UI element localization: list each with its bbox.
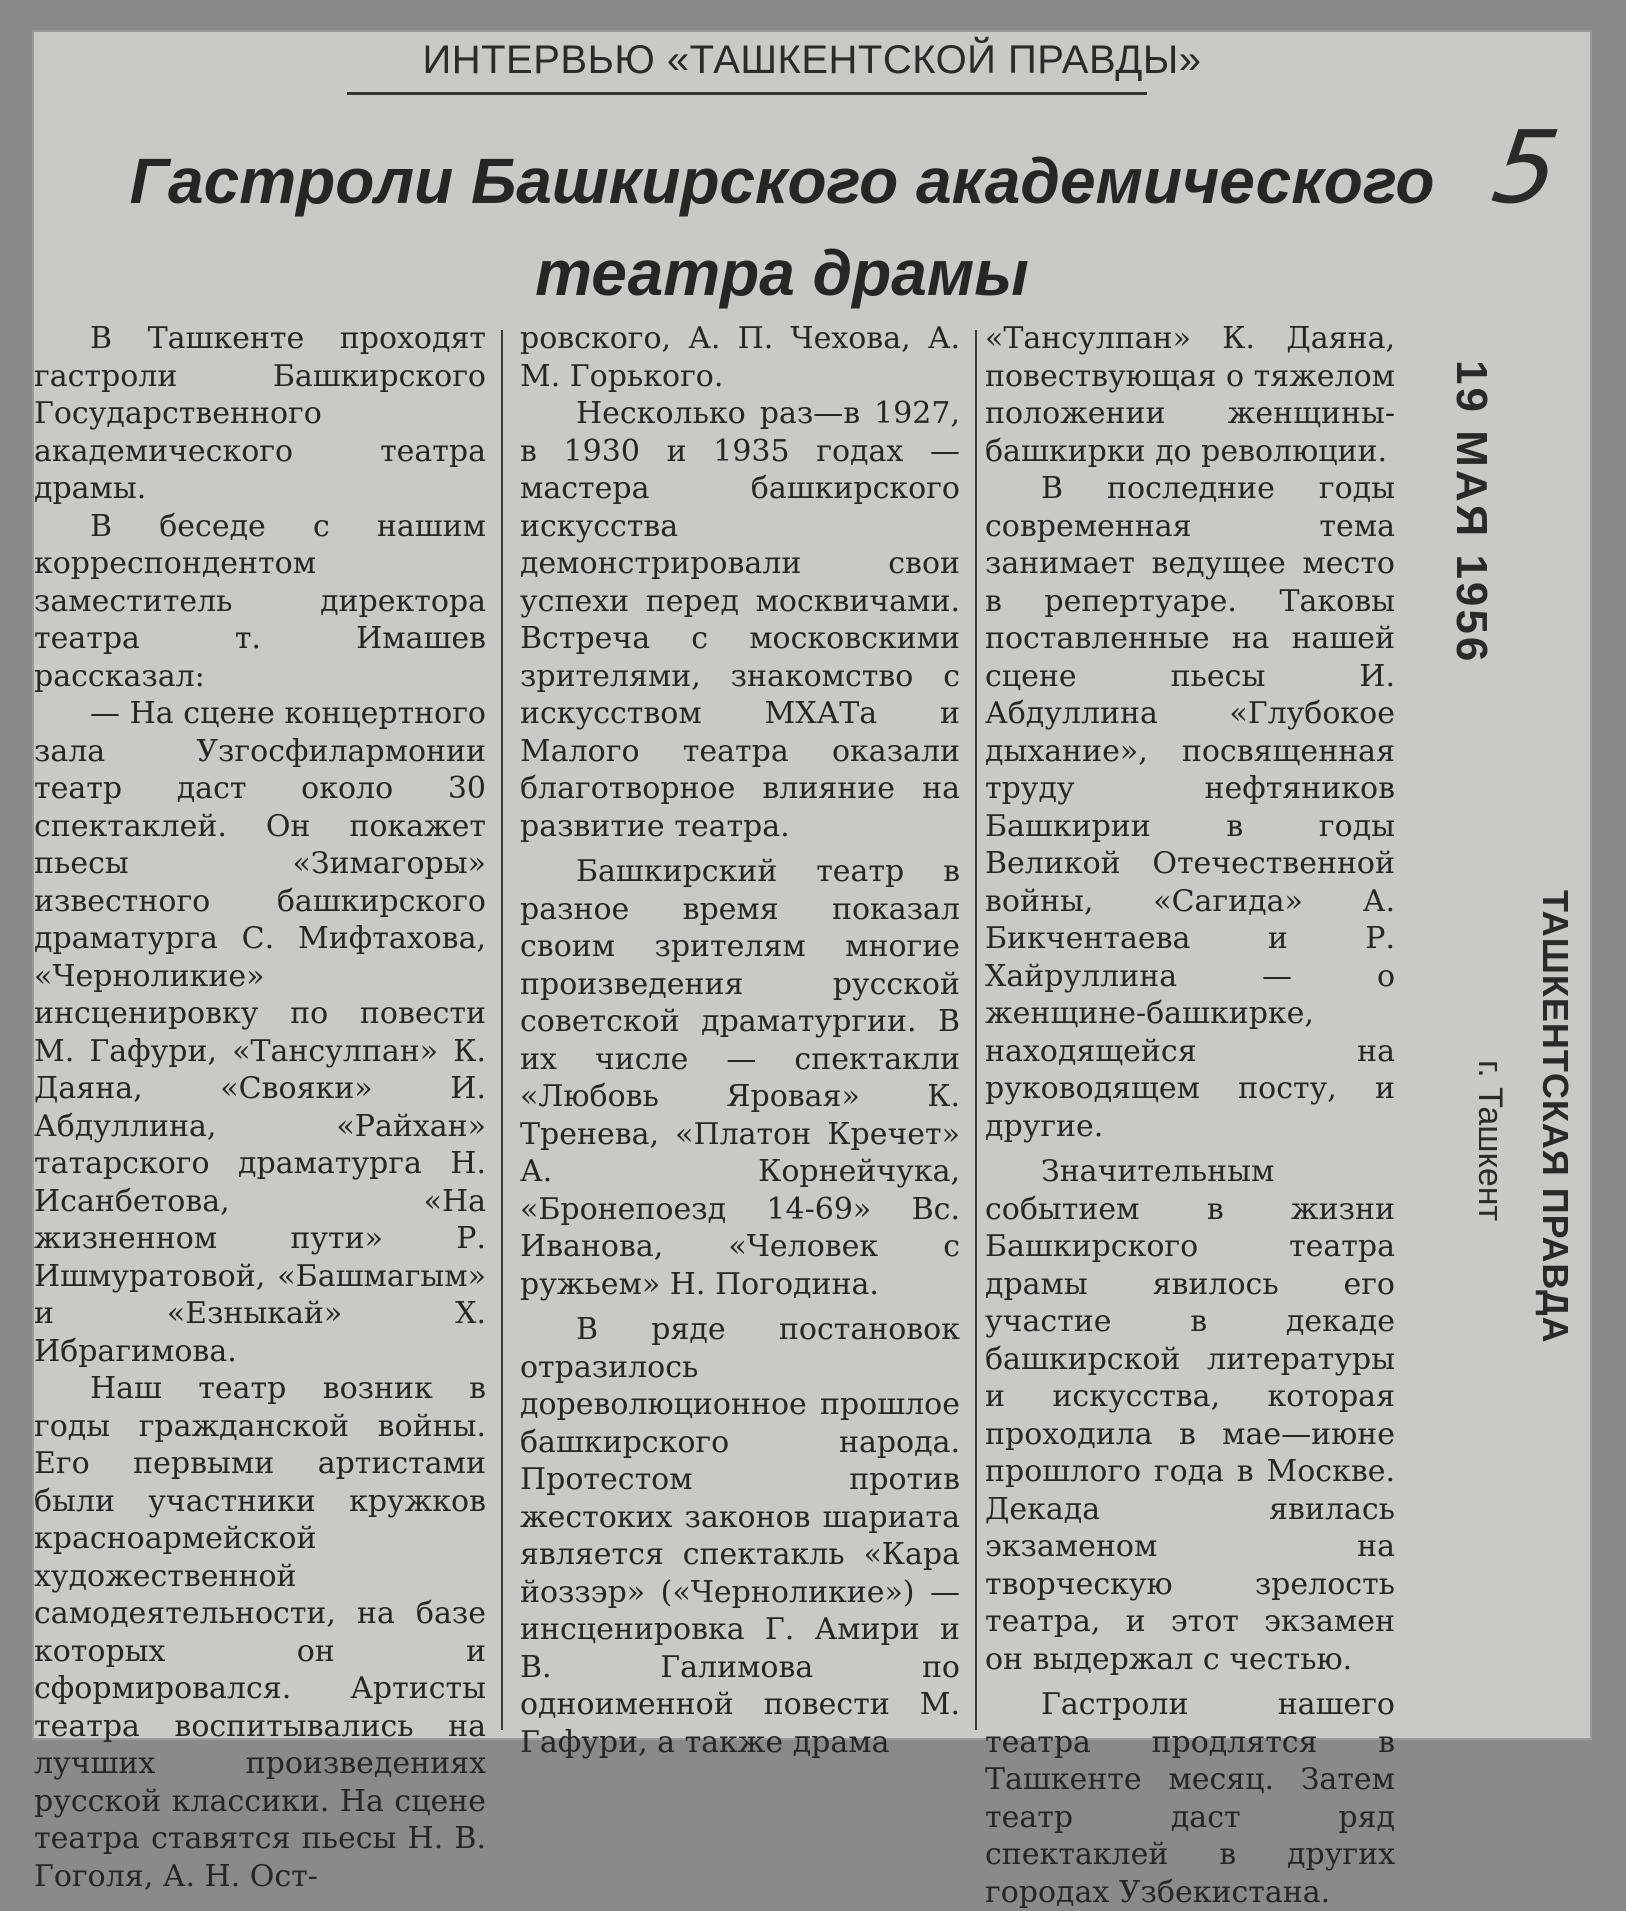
newspaper-clipping <box>32 30 1592 1910</box>
paragraph: В ряде постановок отразилось дореволюционное прошлое башкирского народа. Протестом против жестоких законов шариата является спектакль «Кара йоззэр» («Черноликие») — инсценировка Г. Амири и В. Галимова по одноименной повести М. Гафури, а также драма <box>520 1312 960 1760</box>
paragraph: Башкирский театр в разное время показал своим зрителям многие произведения русской советской драматургии. В их числе — спектакли «Любовь Яровая» К. Тренева, «Платон Кречет» А. Корнейчука, «Бронепоезд 14-69» Вс. Иванова, «Человек с ружьем» Н. Погодина. <box>520 854 960 1302</box>
column-divider <box>975 330 977 1730</box>
column-divider <box>501 330 503 1730</box>
article-column-3 <box>985 320 1395 1910</box>
paragraph: — На сцене концертного зала Узгосфилармонии театр даст около 30 спектаклей. Он покажет пьесы «Зимагоры» известного башкирского драматурга С. Мифтахова, «Черноликие» инсценировку по повести М. Гафури, «Тансулпан» К. Даяна, «Свояки» И. Абдуллина, «Райхан» татарского драматурга Н. Исанбетова, «На жизненном пути» Р. Ишмуратовой, «Башмагым» и «Езныкай» Х. Ибрагимова. <box>34 696 486 1369</box>
section-kicker: ИНТЕРВЬЮ «ТАШКЕНТСКОЙ ПРАВДЫ» <box>422 38 1202 82</box>
paragraph: Несколько раз—в 1927, в 1930 и 1935 годах — мастера башкирского искусства демонстрировали свои успехи перед москвичами. Встреча с московскими зрителями, знакомство с искусством МХАТа и Малого театра оказали благотворное влияние на развитие театра. <box>520 396 960 844</box>
article-headline: Гастроли Башкирского академического театра драмы <box>129 145 1435 309</box>
stamp-city: г. Ташкент <box>1471 1060 1509 1222</box>
paragraph: В беседе с нашим корреспондентом заместитель директора театра т. Имашев рассказал: <box>34 508 486 694</box>
kicker-underline <box>347 92 1147 95</box>
paragraph: ровского, А. П. Чехова, А. М. Горького. <box>520 321 960 394</box>
paragraph: Наш театр возник в годы гражданской войны. Его первыми артистами были участники кружков красноармейской художественной самодеятельности, на базе которых он и сформировался. Артисты театра воспитывались на лучших произведениях русской классики. На сцене театра ставятся пьесы Н. В. Гоголя, А. Н. Ост- <box>34 1371 486 1894</box>
paragraph: «Тансулпан» К. Даяна, повествующая о тяжелом положении женщины-башкирки до революции. <box>985 321 1395 469</box>
article-column-2 <box>520 320 960 1760</box>
article-column-1 <box>34 320 486 1894</box>
stamp-newspaper-name: ТАШКЕНТСКАЯ ПРАВДА <box>1535 890 1576 1344</box>
paragraph: В последние годы современная тема занимает ведущее место в репертуаре. Таковы поставленные на нашей сцене пьесы И. Абдуллина «Глубокое дыхание», посвященная труду нефтяников Башкирии в годы Великой Отечественной войны, «Сагида» А. Бикчентаева и Р. Хайруллина — о женщине-башкирке, находящейся на руководящем посту, и другие. <box>985 471 1395 1144</box>
handwritten-page-number: 5 <box>1485 109 1566 226</box>
stamp-date: 19 МАЯ 1956 <box>1447 360 1496 665</box>
paragraph: Значительным событием в жизни Башкирского театра драмы явилось его участие в декаде башкирской литературы и искусства, которая проходила в мае—июне прошлого года в Москве. Декада явилась экзаменом на творческую зрелость театра, и этот экзамен он выдержал с честью. <box>985 1154 1395 1677</box>
paragraph: В Ташкенте проходят гастроли Башкирского Государственного академического театра драмы. <box>34 321 486 506</box>
paragraph: Гастроли нашего театра продлятся в Ташкенте месяц. Затем театр даст ряд спектаклей в других городах Узбекистана. <box>985 1687 1395 1910</box>
